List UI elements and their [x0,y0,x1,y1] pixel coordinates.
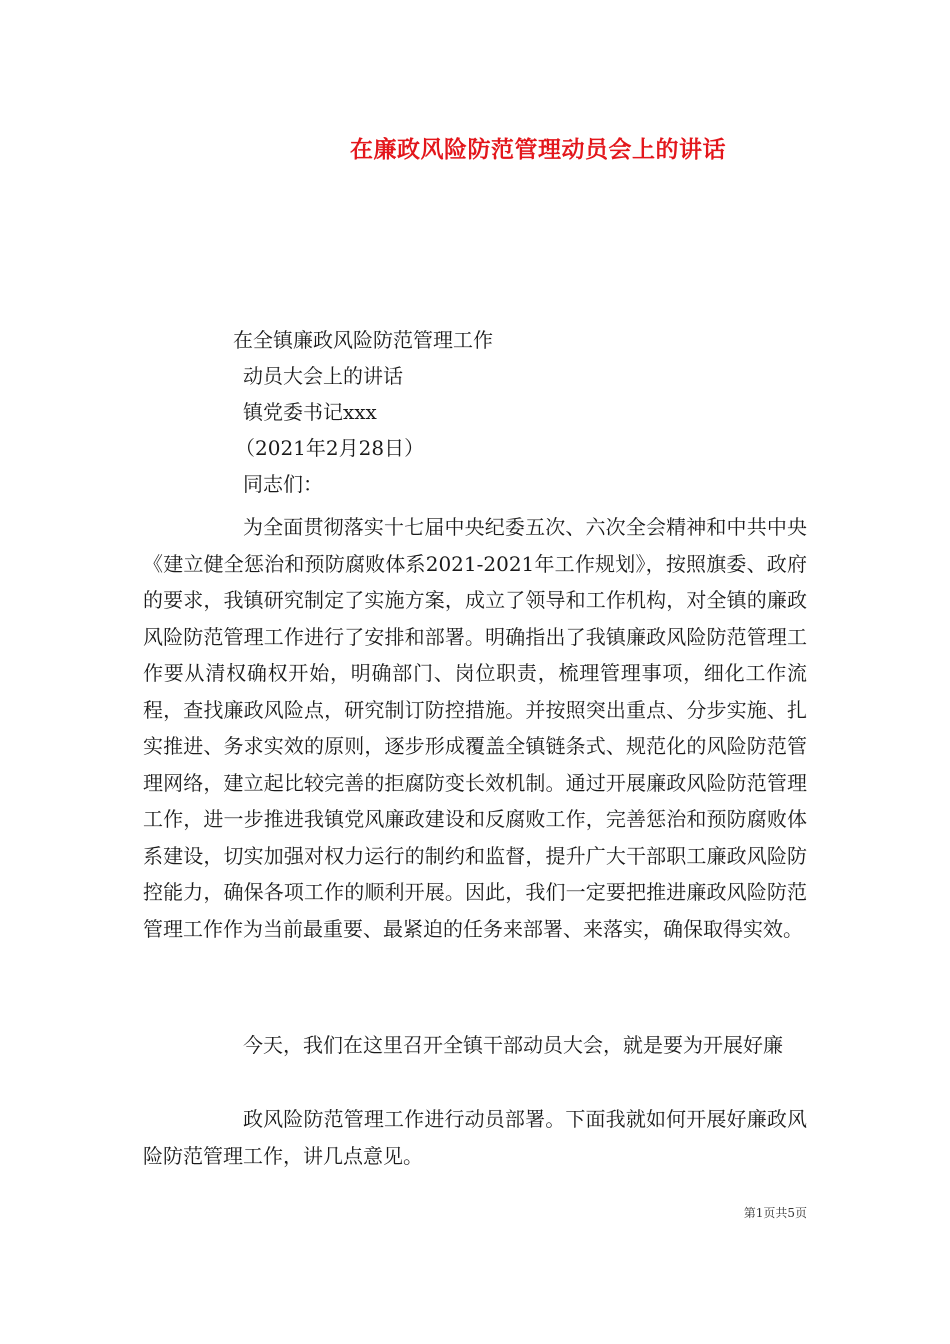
paragraph-1: 为全面贯彻落实十七届中央纪委五次、六次全会精神和中共中央《建立健全惩治和预防腐败体系2021-2021年工作规划》，按照旗委、政府的要求，我镇研究制定了实施方案，成立了领导和工作机构，对全镇的廉政风险防范管理工作进行了安排和部署。明确指出了我镇廉政风险防范管理工作要从清权确权开始，明确部门、岗位职责，梳理管理事项，细化工作流程，查找廉政风险点，研究制订防控措施。并按照突出重点、分步实施、扎实推进、务求实效的原则，逐步形成覆盖全镇链条式、规范化的风险防范管理网络，建立起比较完善的拒腐防变长效机制。通过开展廉政风险防范管理工作，进一步推进我镇党风廉政建设和反腐败工作，完善惩治和预防腐败体系建设，切实加强对权力运行的制约和监督，提升广大干部职工廉政风险防控能力，确保各项工作的顺利开展。因此，我们一定要把推进廉政风险防范管理工作作为当前最重要、最紧迫的任务来部署、来落实，确保取得实效。 [143,515,807,941]
salutation: 同志们： [243,472,323,496]
meeting-name-line1: 在全镇廉政风险防范管理工作 [233,328,493,352]
paragraph-2: 今天，我们在这里召开全镇干部动员大会，就是要为开展好廉 [243,1033,783,1057]
page-number-footer: 第1页共5页 [743,1206,807,1220]
paragraph-3: 政风险防范管理工作进行动员部署。下面我就如何开展好廉政风险防范管理工作，讲几点意见。 [143,1107,807,1168]
speech-header [0,322,950,502]
meeting-name-line2: 动员大会上的讲话 [243,364,403,388]
speaker-line: 镇党委书记xxx [243,400,377,424]
date-line: （2021年2月28日） [235,436,425,460]
document-title: 在廉政风险防范管理动员会上的讲话 [350,137,726,163]
